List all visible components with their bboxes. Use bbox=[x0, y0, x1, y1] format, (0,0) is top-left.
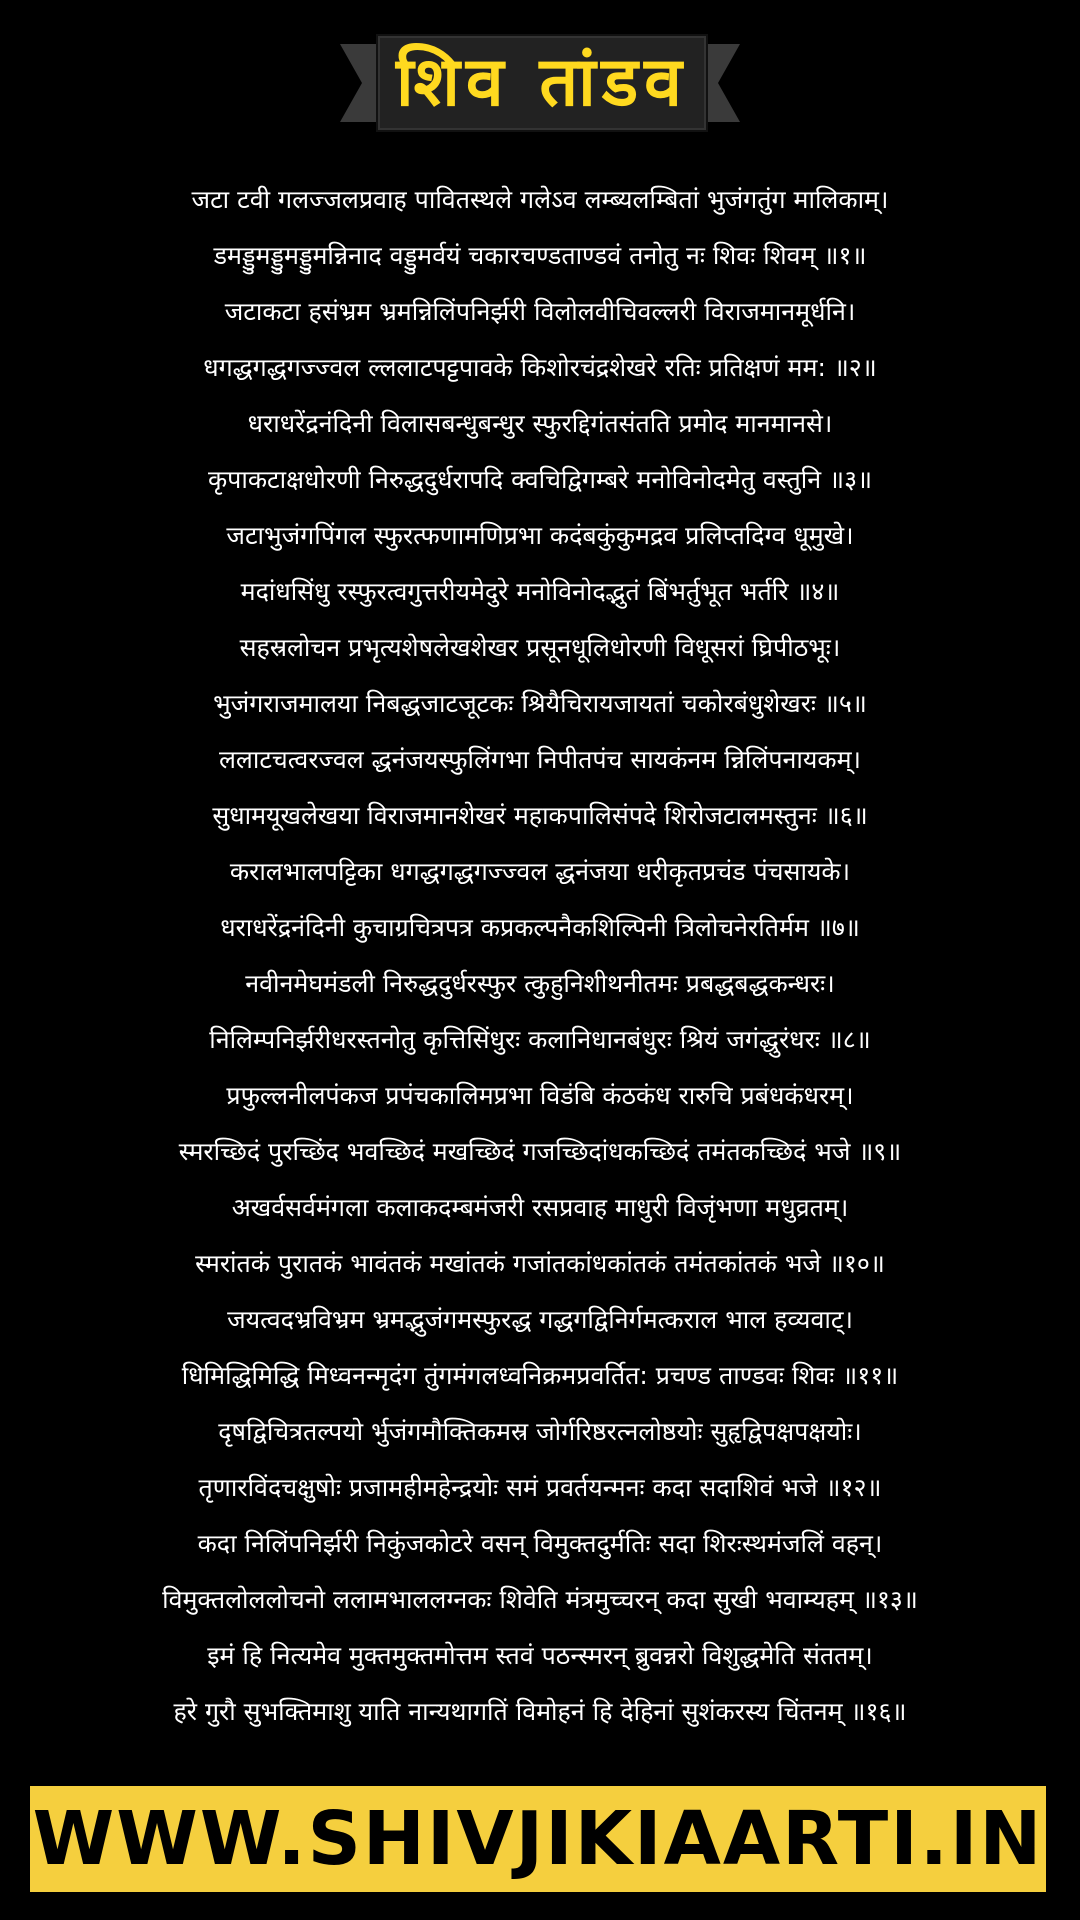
verse-line: प्रफुल्लनीलपंकज प्रपंचकालिमप्रभा विडंबि कंठकंध रारुचि प्रबंधकंधरम्। bbox=[226, 1081, 854, 1110]
verse-line: नवीनमेघमंडली निरुद्धदुर्धरस्फुर त्कुहुनिशीथनीतमः प्रबद्धबद्धकन्धरः। bbox=[245, 969, 835, 998]
verse-line: कदा निलिंपनिर्झरी निकुंजकोटरे वसन् विमुक्तदुर्मतिः सदा शिरःस्थमंजलिं वहन्। bbox=[197, 1529, 883, 1558]
verse-line: धगद्धगद्धगज्ज्वल ल्ललाटपट्टपावके किशोरचंद्रशेखरे रतिः प्रतिक्षणं मम: ॥२॥ bbox=[203, 353, 877, 382]
title-box bbox=[376, 34, 708, 132]
verse-line: तृणारविंदचक्षुषोः प्रजामहीमहेन्द्रयोः समं प्रवर्तयन्मनः कदा सदाशिवं भजे ॥१२॥ bbox=[198, 1473, 882, 1502]
verse-line: जटाकटा हसंभ्रम भ्रमन्निलिंपनिर्झरी विलोलवीचिवल्लरी विराजमानमूर्धनि। bbox=[224, 297, 856, 326]
verse-line: मदांधसिंधु रस्फुरत्वगुत्तरीयमेदुरे मनोविनोदद्भुतं बिंभर्तुभूत भर्तरि ॥४॥ bbox=[240, 577, 840, 606]
verse-line: जयत्वदभ्रविभ्रम भ्रमद्भुजंगमस्फुरद्ध गद्धगद्विनिर्गमत्कराल भाल हव्यवाट्। bbox=[227, 1305, 853, 1334]
verse-line: धराधरेंद्रनंदिनी विलासबन्धुबन्धुर स्फुरद्दिगंतसंतति प्रमोद मानमानसे। bbox=[247, 409, 833, 438]
verse-line: विमुक्तलोललोचनो ललामभाललग्नकः शिवेति मंत्रमुच्चरन् कदा सुखी भवाम्यहम् ॥१३॥ bbox=[162, 1585, 918, 1614]
verse-line: निलिम्पनिर्झरीधरस्तनोतु कृत्तिसिंधुरः कलानिधानबंधुरः श्रियं जगंद्धुरंधरः ॥८॥ bbox=[209, 1025, 871, 1054]
verse-line: अखर्वसर्वमंगला कलाकदम्बमंजरी रसप्रवाह माधुरी विजृंभणा मधुव्रतम्। bbox=[231, 1193, 849, 1222]
footer-banner bbox=[30, 1786, 1046, 1892]
page-title: शिव तांडव bbox=[396, 43, 688, 122]
verse-line: हरे गुरौ सुभक्तिमाशु याति नान्यथागतिं विमोहनं हि देहिनां सुशंकरस्य चिंतनम् ॥१६॥ bbox=[173, 1697, 907, 1726]
verse-line: स्मरांतकं पुरातकं भावंतकं मखांतकं गजांतकांधकांतकं तमंतकांतकं भजे ॥१०॥ bbox=[195, 1249, 885, 1278]
title-banner bbox=[340, 34, 740, 132]
verse-line: इमं हि नित्यमेव मुक्तमुक्तमोत्तम स्तवं पठन्स्मरन् ब्रुवन्नरो विशुद्धमेति संततम्। bbox=[207, 1641, 873, 1670]
website-url[interactable]: WWW.SHIVJIKIAARTI.IN bbox=[32, 1796, 1044, 1882]
verse-line: कृपाकटाक्षधोरणी निरुद्धदुर्धरापदि क्वचिद्विगम्बरे मनोविनोदमेतु वस्तुनि ॥३॥ bbox=[207, 465, 873, 494]
verse-line: ललाटचत्वरज्वल द्धनंजयस्फुलिंगभा निपीतपंच सायकंनम न्निलिंपनायकम्। bbox=[218, 745, 862, 774]
verse-line: भुजंगराजमालया निबद्धजाटजूटकः श्रियैचिरायजायतां चकोरबंधुशेखरः ॥५॥ bbox=[213, 689, 867, 718]
verse-line: जटा टवी गलज्जलप्रवाह पावितस्थले गलेऽव लम्ब्यलम्बितां भुजंगतुंग मालिकाम्। bbox=[191, 185, 889, 214]
verse-line: धिमिद्धिमिद्धि मिध्वनन्मृदंग तुंगमंगलध्वनिक्रमप्रवर्तित: प्रचण्ड ताण्डवः शिवः ॥११॥ bbox=[181, 1361, 899, 1390]
verse-line: धराधरेंद्रनंदिनी कुचाग्रचित्रपत्र कप्रकल्पनैकशिल्पिनी त्रिलोचनेरतिर्मम ॥७॥ bbox=[220, 913, 860, 942]
verse-line: स्मरच्छिदं पुरच्छिंद भवच्छिदं मखच्छिदं गजच्छिदांधकच्छिदं तमंतकच्छिदं भजे ॥९॥ bbox=[178, 1137, 902, 1166]
verse-line: सुधामयूखलेखया विराजमानशेखरं महाकपालिसंपदे शिरोजटालमस्तुनः ॥६॥ bbox=[212, 801, 868, 830]
verse-line: जटाभुजंगपिंगल स्फुरत्फणामणिप्रभा कदंबकुंकुमद्रव प्रलिप्तदिग्व धूमुखे। bbox=[226, 521, 854, 550]
verse-line: सहस्रलोचन प्रभृत्यशेषलेखशेखर प्रसूनधूलिधोरणी विधूसरां घ्रिपीठभूः। bbox=[239, 633, 841, 662]
verse-line: डमड्डुमड्डुमड्डुमन्निनाद वड्डुमर्वयं चकारचण्डताण्डवं तनोतु नः शिवः शिवम् ॥१॥ bbox=[213, 241, 867, 270]
verse-list bbox=[40, 172, 1040, 1740]
verse-line: दृषद्विचित्रतल्पयो र्भुजंगमौक्तिकमस्र जोर्गरिष्ठरत्नलोष्ठयोः सुहृद्विपक्षपक्षयोः। bbox=[218, 1417, 862, 1446]
verse-line: करालभालपट्टिका धगद्धगद्धगज्ज्वल द्धनंजया धरीकृतप्रचंड पंचसायके। bbox=[229, 857, 851, 886]
